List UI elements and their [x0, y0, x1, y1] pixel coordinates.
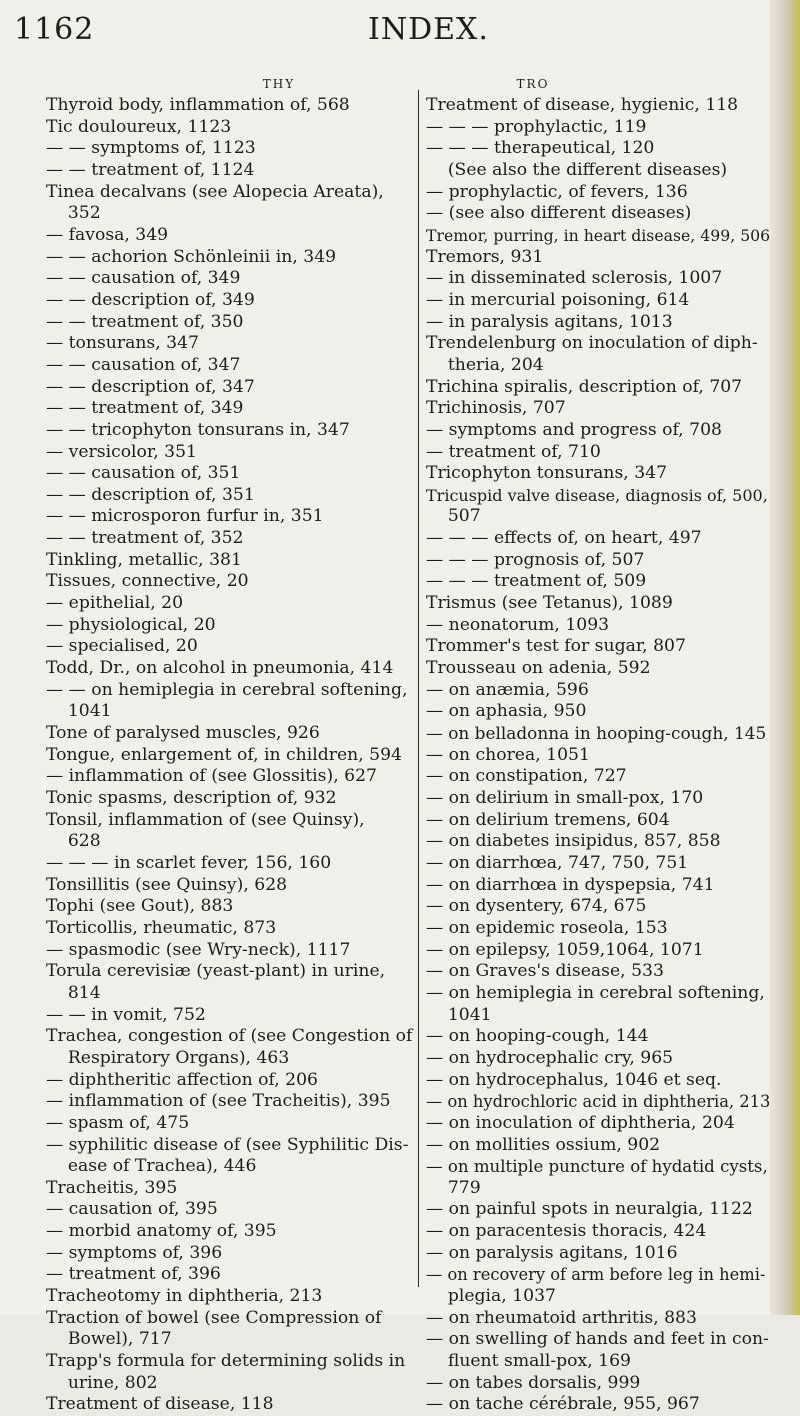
index-entry: — on recovery of arm before leg in hemi-	[426, 1265, 766, 1285]
index-entries-right	[426, 95, 770, 1416]
index-entry: — on painful spots in neuralgia, 1122	[426, 1199, 753, 1220]
index-entry: — — treatment of, 350	[46, 311, 244, 332]
index-entry: 628	[46, 831, 101, 852]
index-entry: — on delirium in small-pox, 170	[426, 788, 704, 808]
index-entry: — on diabetes insipidus, 857, 858	[426, 831, 721, 852]
index-entry: Trousseau on adenia, 592	[426, 658, 651, 679]
index-entry: Tracheitis, 395	[46, 1177, 178, 1198]
index-entry: Tinea decalvans (see Alopecia Areata),	[46, 181, 384, 202]
index-entry: Tongue, enlargement of, in children, 594	[46, 744, 402, 765]
index-entry: — neonatorum, 1093	[426, 614, 610, 635]
index-entry: 1041	[46, 701, 112, 722]
index-entry: — on diarrhœa, 747, 750, 751	[426, 852, 689, 873]
column-divider	[418, 90, 419, 1287]
index-entry: 1041	[426, 1004, 492, 1025]
index-entry: — on chorea, 1051	[426, 744, 590, 765]
index-entry: — — causation of, 347	[46, 354, 241, 375]
index-entry: — on swelling of hands and feet in con-	[426, 1329, 769, 1350]
index-entry: — tonsurans, 347	[46, 333, 199, 354]
index-entry: — — — prophylactic, 119	[426, 116, 647, 137]
index-entry: — on rheumatoid arthritis, 883	[426, 1307, 697, 1328]
index-entry: 352	[46, 203, 101, 224]
index-entry: — morbid anatomy of, 395	[46, 1221, 277, 1242]
index-entry: Trichinosis, 707	[426, 398, 566, 419]
index-entry: — — treatment of, 349	[46, 398, 244, 419]
index-entry: — in mercurial poisoning, 614	[426, 289, 690, 310]
index-entry: — — — in scarlet fever, 156, 160	[46, 852, 332, 873]
index-entry: (See also the different diseases)	[426, 159, 728, 180]
index-entry: — on epilepsy, 1059,1064, 1071	[426, 939, 704, 960]
index-entry: Thyroid body, inflammation of, 568	[46, 95, 350, 115]
index-entry: — — in vomit, 752	[46, 1004, 206, 1025]
index-entry: — — — treatment of, 509	[426, 571, 647, 592]
index-entry: 779	[426, 1177, 481, 1198]
index-entry: — — on hemiplegia in cerebral softening,	[46, 679, 408, 700]
index-entry: — inflammation of (see Tracheitis), 395	[46, 1091, 391, 1112]
index-entry: Treatment of disease, hygienic, 118	[426, 95, 739, 115]
column-guide-word-left: THY	[262, 77, 296, 91]
index-entry: — on hooping-cough, 144	[426, 1026, 649, 1047]
index-entry: — (see also different diseases)	[426, 203, 692, 224]
index-entry: — in paralysis agitans, 1013	[426, 311, 673, 332]
index-entry: — on hydrocephalic cry, 965	[426, 1047, 674, 1068]
index-entry: Tracheotomy in diphtheria, 213	[46, 1286, 323, 1307]
index-entry: Torticollis, rheumatic, 873	[46, 917, 277, 938]
index-entry: Trismus (see Tetanus), 1089	[426, 593, 673, 614]
index-entry: — on paralysis agitans, 1016	[426, 1242, 678, 1263]
index-entry: fluent small-pox, 169	[426, 1351, 631, 1372]
index-entry: theria, 204	[426, 354, 544, 375]
index-entry: — favosa, 349	[46, 224, 169, 245]
index-entry: ease of Trachea), 446	[46, 1156, 257, 1177]
index-entry: — on aphasia, 950	[426, 701, 587, 722]
index-entry: — — treatment of, 352	[46, 528, 244, 549]
index-entry: Tone of paralysed muscles, 926	[46, 723, 320, 744]
index-entry: — in disseminated sclerosis, 1007	[426, 268, 723, 289]
index-entry: — — causation of, 351	[46, 463, 241, 484]
index-entry: Traction of bowel (see Compression of	[46, 1307, 382, 1328]
index-entry: — on inoculation of diphtheria, 204	[426, 1112, 735, 1133]
index-entry: — on diarrhœa in dyspepsia, 741	[426, 874, 715, 895]
index-entry: Trachea, congestion of (see Congestion of	[46, 1026, 413, 1047]
index-entry: — prophylactic, of fevers, 136	[426, 181, 688, 202]
index-entry: — on dysentery, 674, 675	[426, 896, 647, 917]
index-entry: — on mollities ossium, 902	[426, 1134, 661, 1155]
index-entry: — specialised, 20	[46, 636, 198, 657]
index-entry: Tic douloureux, 1123	[46, 116, 232, 137]
index-entry: Tophi (see Gout), 883	[46, 896, 234, 917]
page-edge	[770, 0, 800, 1315]
index-entry: — epithelial, 20	[46, 593, 184, 614]
index-entry: 507	[426, 506, 481, 527]
index-entry: Trichina spiralis, description of, 707	[426, 376, 743, 397]
index-entry: — versicolor, 351	[46, 441, 197, 462]
index-entry: Tissues, connective, 20	[46, 571, 249, 592]
index-column-left	[46, 76, 412, 1416]
index-entry: — on delirium tremens, 604	[426, 809, 670, 830]
index-entry: — treatment of, 710	[426, 441, 601, 462]
index-entry: — on belladonna in hooping-cough, 145	[426, 723, 767, 744]
index-entry: Todd, Dr., on alcohol in pneumonia, 414	[46, 658, 394, 679]
index-entry: — — description of, 351	[46, 484, 255, 505]
index-entry: — — causation of, 349	[46, 268, 241, 289]
index-entry: — on hydrocephalus, 1046 et seq.	[426, 1069, 722, 1090]
index-entry: — on hydrochloric acid in diphtheria, 213	[426, 1092, 771, 1112]
index-entry: — — — effects of, on heart, 497	[426, 528, 702, 549]
index-entry: plegia, 1037	[426, 1286, 556, 1307]
index-entry: — on epidemic roseola, 153	[426, 917, 668, 938]
index-entry: — — description of, 349	[46, 289, 255, 310]
index-entry: — on Graves's disease, 533	[426, 961, 664, 982]
index-entry: Tremors, 931	[426, 246, 544, 267]
index-entry: — causation of, 395	[46, 1199, 218, 1220]
index-entry: Bowel), 717	[46, 1329, 172, 1350]
index-entry: 814	[46, 982, 101, 1003]
index-entry: — treatment of, 396	[46, 1264, 221, 1285]
index-entry: — — treatment of, 1124	[46, 159, 255, 180]
column-guide-word-right: TRO	[516, 77, 550, 91]
index-entry: urine, 802	[46, 1372, 158, 1393]
index-entry: Trapp's formula for determining solids in	[46, 1351, 406, 1372]
index-entry: Trommer's test for sugar, 807	[426, 636, 686, 657]
index-entry: — symptoms of, 396	[46, 1242, 223, 1263]
index-entry: — — — therapeutical, 120	[426, 138, 655, 159]
index-entry: — — tricophyton tonsurans in, 347	[46, 419, 350, 440]
index-entry: Tricuspid valve disease, diagnosis of, 500,	[426, 485, 768, 505]
index-entry: Tremor, purring, in heart disease, 499, 506	[426, 225, 771, 245]
index-entry: Treatment of disease, 118	[46, 1394, 274, 1415]
index-entry: — symptoms and progress of, 708	[426, 419, 722, 440]
index-entry: — — achorion Schönleinii in, 349	[46, 246, 337, 267]
index-entry: — syphilitic disease of (see Syphilitic Dis-	[46, 1134, 409, 1155]
index-entries-left	[46, 95, 412, 1416]
index-entry: Torula cerevisiæ (yeast-plant) in urine,	[46, 961, 386, 982]
index-entry: — inflammation of (see Glossitis), 627	[46, 766, 377, 787]
index-entry: Tricophyton tonsurans, 347	[426, 463, 668, 484]
index-entry: — on hemiplegia in cerebral softening,	[426, 982, 765, 1003]
index-entry: — — microsporon furfur in, 351	[46, 506, 324, 527]
index-entry: Trendelenburg on inoculation of diph-	[426, 333, 758, 354]
index-entry: — on tache cérébrale, 955, 967	[426, 1394, 700, 1415]
index-entry: — on constipation, 727	[426, 766, 627, 787]
index-entry: — — — prognosis of, 507	[426, 549, 645, 570]
index-column-right	[426, 76, 770, 1416]
index-entry: — on multiple puncture of hydatid cysts,	[426, 1157, 768, 1177]
index-entry: — — symptoms of, 1123	[46, 138, 256, 159]
page-heading: INDEX.	[368, 12, 489, 47]
index-entry: Tinkling, metallic, 381	[46, 549, 242, 570]
index-entry: — on tabes dorsalis, 999	[426, 1372, 641, 1393]
page-number: 1162	[14, 12, 95, 47]
index-entry: — physiological, 20	[46, 614, 216, 635]
index-entry: — on anæmia, 596	[426, 679, 589, 700]
index-entry: Tonic spasms, description of, 932	[46, 788, 337, 808]
index-entry: Tonsillitis (see Quinsy), 628	[46, 874, 288, 895]
index-entry: — on paracentesis thoracis, 424	[426, 1221, 707, 1242]
index-entry: — diphtheritic affection of, 206	[46, 1069, 318, 1090]
index-entry: — spasmodic (see Wry-neck), 1117	[46, 939, 351, 960]
index-entry: — spasm of, 475	[46, 1112, 190, 1133]
index-entry: — — description of, 347	[46, 376, 255, 397]
index-entry: Respiratory Organs), 463	[46, 1047, 290, 1068]
index-entry: Tonsil, inflammation of (see Quinsy),	[46, 809, 365, 830]
